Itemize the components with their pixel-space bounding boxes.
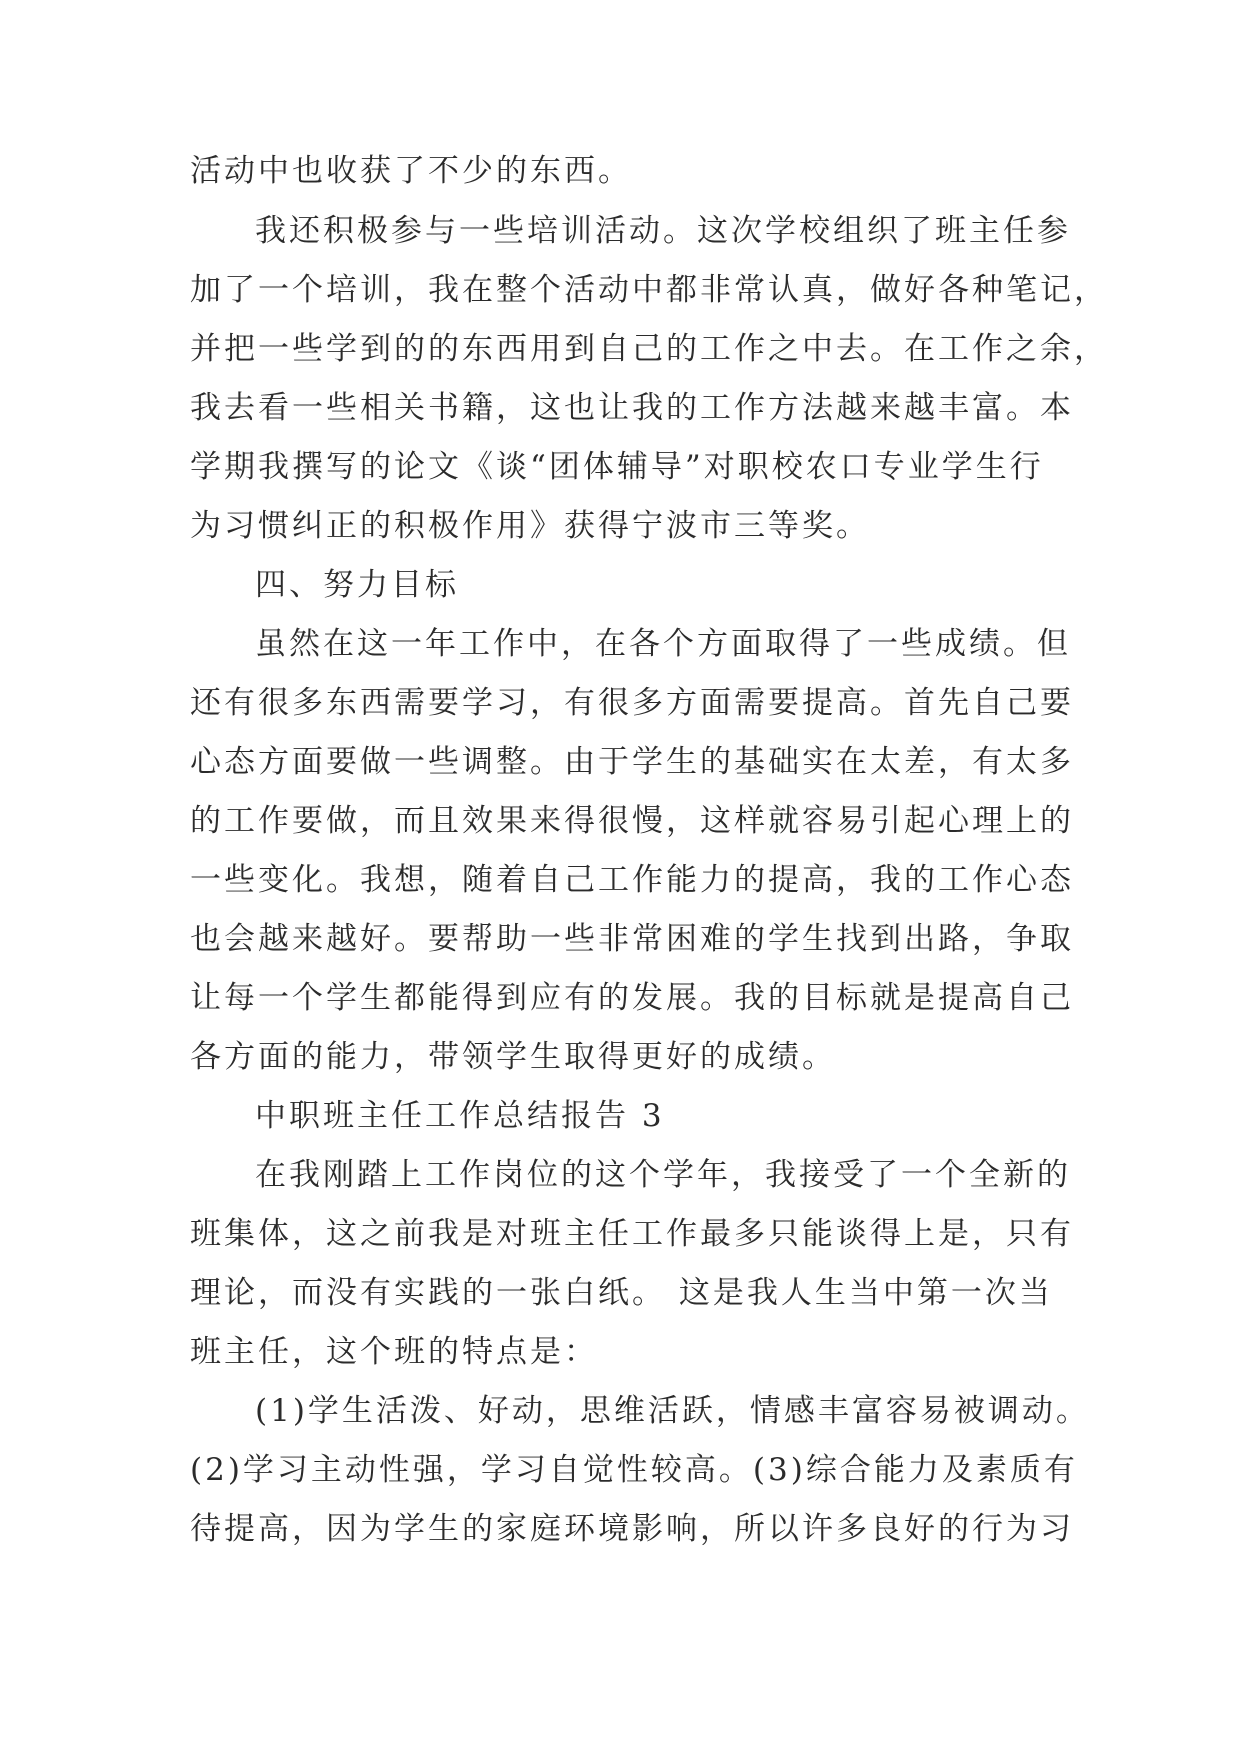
report-title: 中职班主任工作总结报告 3: [255, 1098, 665, 1134]
text-line: 学期我撰写的论文《谈“团体辅导”对职校农口专业学生行: [190, 449, 1044, 485]
text-line: 待提高，因为学生的家庭环境影响，所以许多良好的行为习: [190, 1511, 1074, 1547]
text-line: 班主任，这个班的特点是：: [190, 1334, 598, 1370]
text-line: 为习惯纠正的积极作用》获得宁波市三等奖。: [190, 508, 870, 544]
section-heading: 四、努力目标: [255, 567, 459, 603]
text-line: 加了一个培训，我在整个活动中都非常认真，做好各种笔记，: [190, 272, 1108, 308]
text-line: 还有很多东西需要学习，有很多方面需要提高。首先自己要: [190, 685, 1074, 721]
text-line: 虽然在这一年工作中，在各个方面取得了一些成绩。但: [255, 626, 1071, 662]
text-line: 的工作要做，而且效果来得很慢，这样就容易引起心理上的: [190, 803, 1074, 839]
text-line: 我还积极参与一些培训活动。这次学校组织了班主任参: [255, 213, 1071, 249]
text-line: (1)学生活泼、好动，思维活跃，情感丰富容易被调动。: [255, 1393, 1090, 1429]
text-line: 各方面的能力，带领学生取得更好的成绩。: [190, 1039, 836, 1075]
text-line: 在我刚踏上工作岗位的这个学年，我接受了一个全新的: [255, 1157, 1071, 1193]
text-line: 活动中也收获了不少的东西。: [190, 153, 632, 189]
text-line: 心态方面要做一些调整。由于学生的基础实在太差，有太多: [190, 744, 1074, 780]
text-line: 并把一些学到的的东西用到自己的工作之中去。在工作之余，: [190, 331, 1108, 367]
text-line: 理论，而没有实践的一张白纸。 这是我人生当中第一次当: [190, 1275, 1053, 1311]
text-line: 我去看一些相关书籍，这也让我的工作方法越来越丰富。本: [190, 390, 1074, 426]
text-line: (2)学习主动性强，学习自觉性较高。(3)综合能力及素质有: [190, 1452, 1078, 1488]
text-line: 让每一个学生都能得到应有的发展。我的目标就是提高自己: [190, 980, 1074, 1016]
text-line: 班集体，这之前我是对班主任工作最多只能谈得上是，只有: [190, 1216, 1074, 1252]
text-line: 也会越来越好。要帮助一些非常困难的学生找到出路，争取: [190, 921, 1074, 957]
text-line: 一些变化。我想，随着自己工作能力的提高，我的工作心态: [190, 862, 1074, 898]
